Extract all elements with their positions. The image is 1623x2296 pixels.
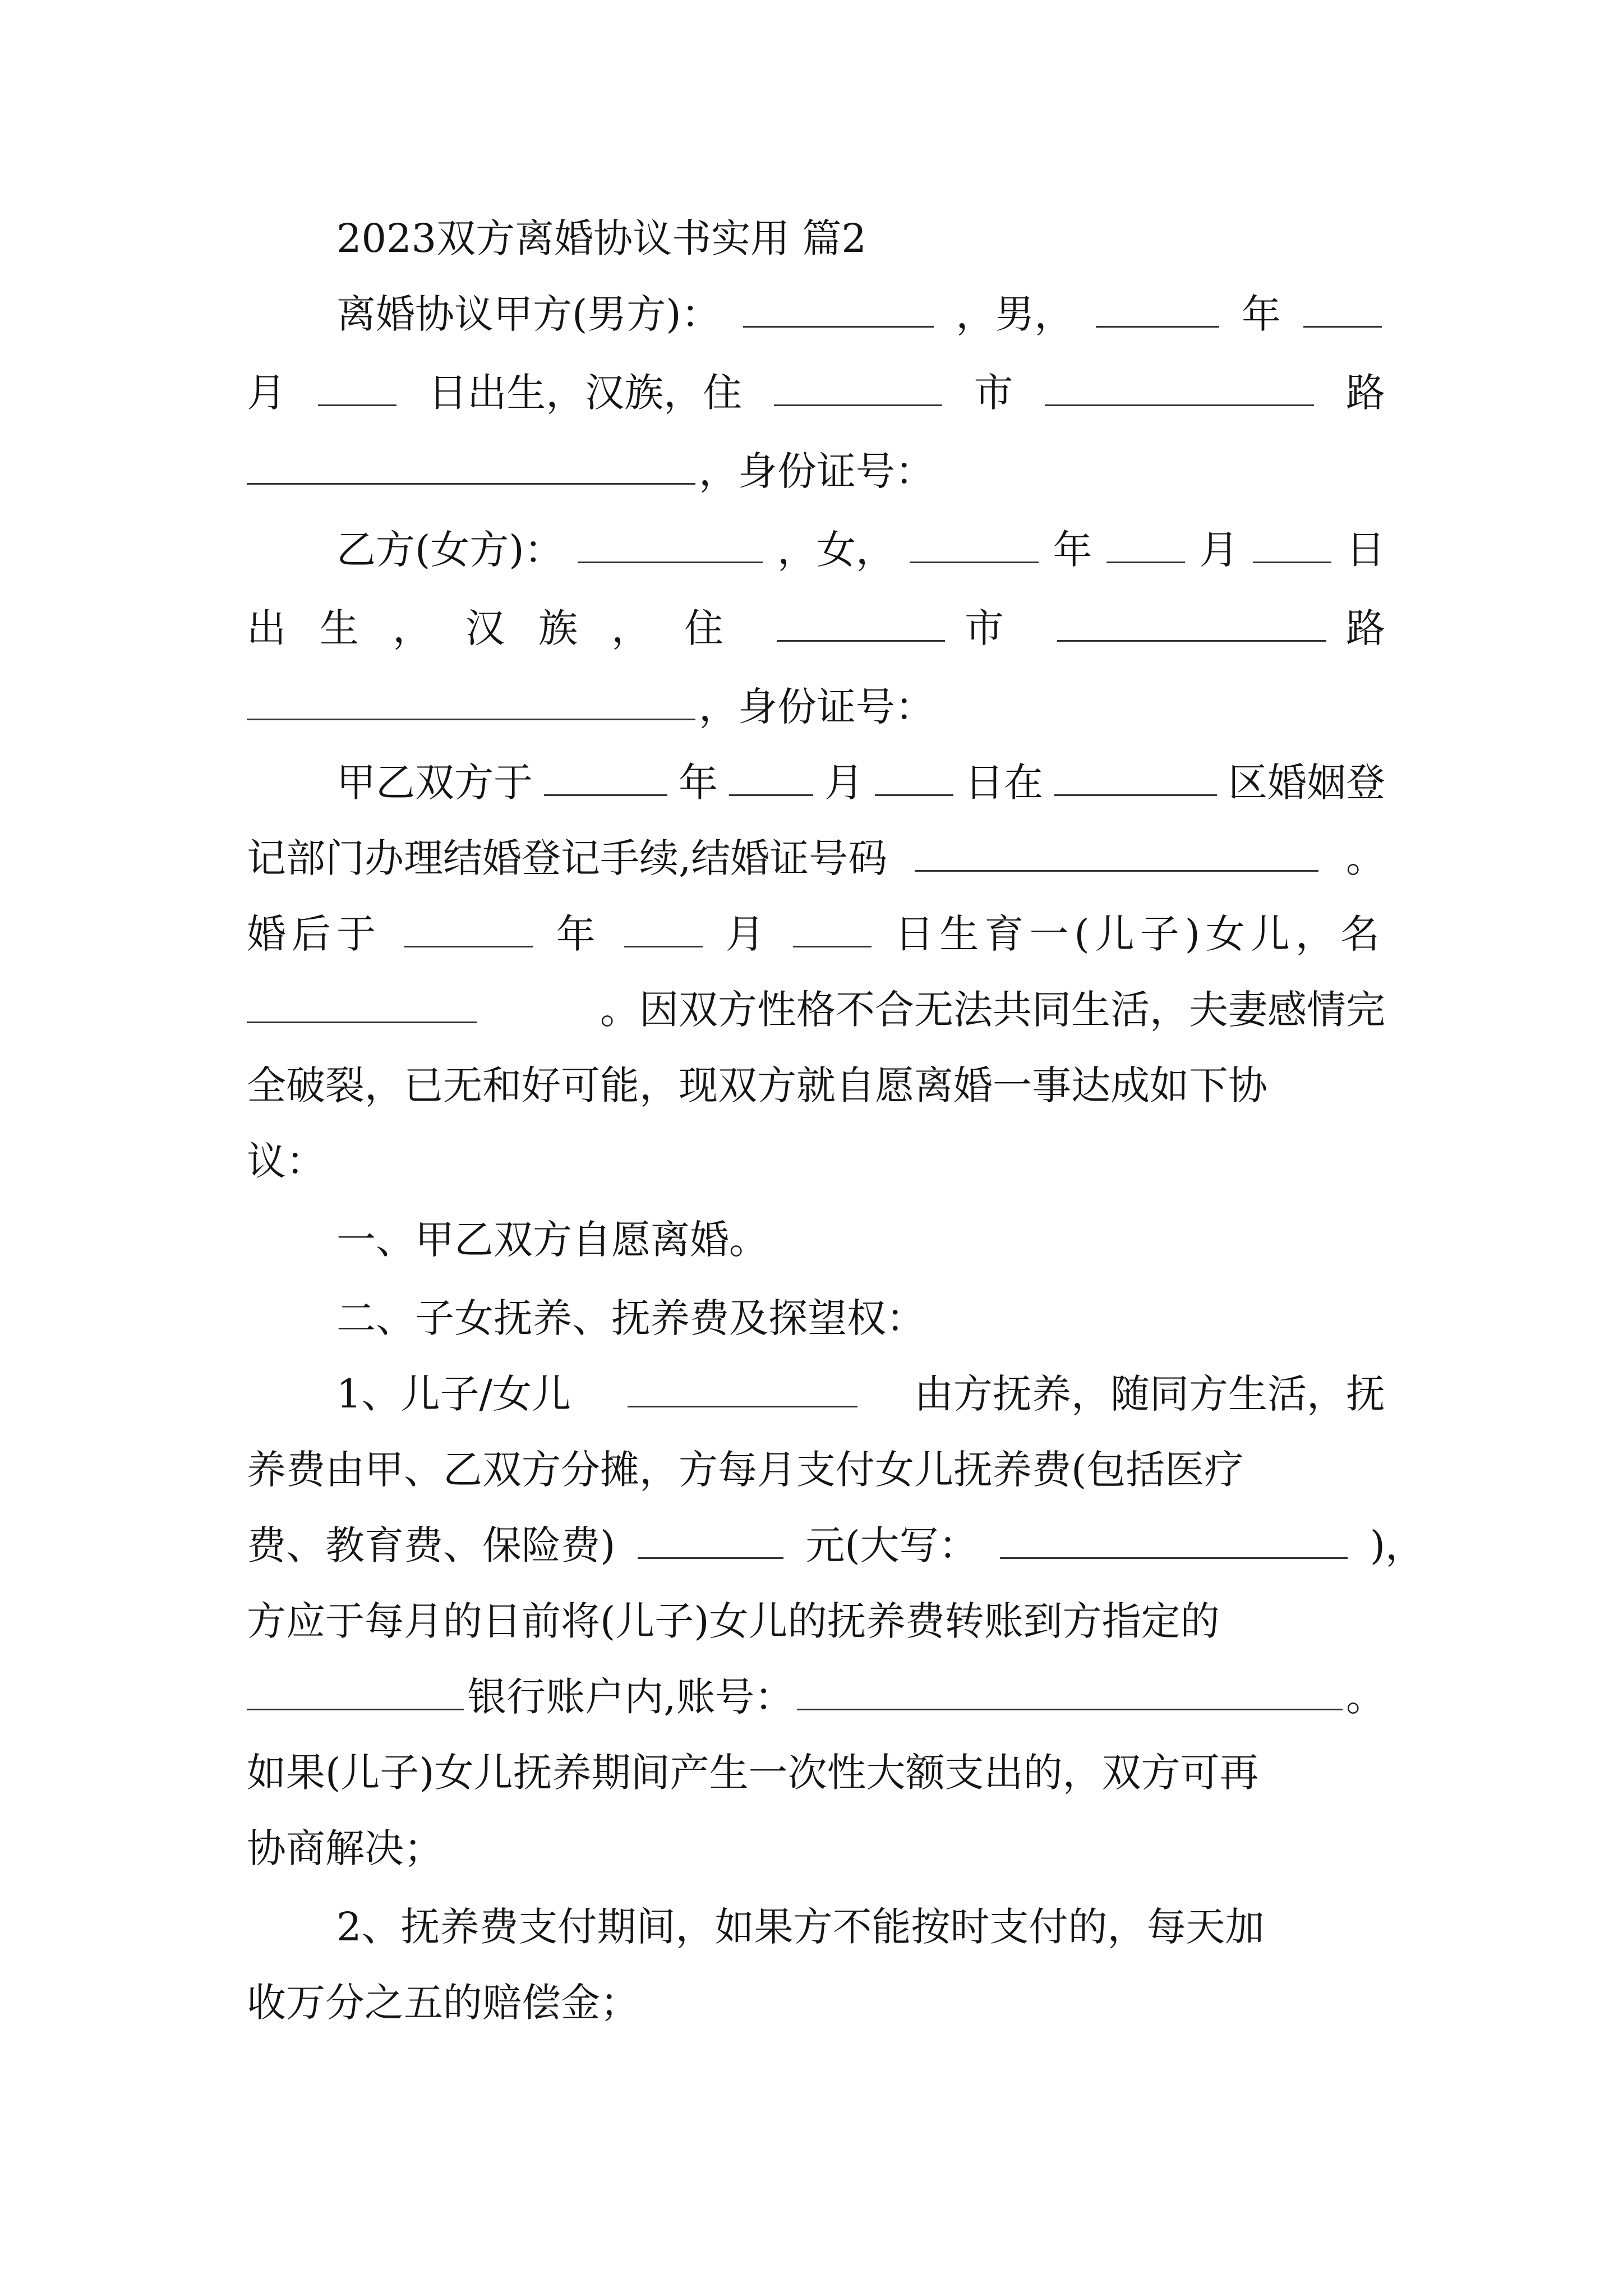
birth-day-blank	[318, 365, 396, 406]
road-blank	[1045, 365, 1314, 406]
address-blank	[247, 444, 695, 485]
support-amount-uppercase-blank	[1000, 1518, 1348, 1559]
party-a-name-blank	[743, 287, 934, 328]
marriage-line-6: 议：	[247, 1138, 325, 1184]
address-blank	[247, 679, 695, 720]
party-a-line-1: 离婚协议甲方(男方)： ，男， 年	[336, 286, 1385, 342]
district-blank	[1054, 755, 1217, 796]
marriage-line-1: 甲乙双方于 年 月 日在 区婚姻登	[336, 754, 1385, 811]
support-amount-blank	[638, 1518, 783, 1559]
subclause-1-line-5: 银行账户内,账号： 。	[247, 1669, 1385, 1725]
child-name-blank	[247, 982, 477, 1023]
marriage-day-blank	[875, 755, 953, 796]
subclause-1-line-4: 方应于每月的日前将(儿子)女儿的抚养费转账到方指定的	[247, 1598, 1220, 1644]
marriage-line-3: 婚后于 年 月 日生育一(儿子)女儿，名	[247, 906, 1385, 962]
birth-month-blank	[1106, 522, 1185, 563]
marriage-month-blank	[729, 755, 813, 796]
city-blank	[774, 365, 942, 406]
subclause-2-line-1: 2、抚养费支付期间，如果方不能按时支付的，每天加	[336, 1904, 1265, 1950]
party-b-line-2: 出生，汉族，住 市 路	[247, 600, 1385, 656]
document-title: 2023双方离婚协议书实用 篇2	[336, 215, 866, 261]
subclause-1-line-7: 协商解决；	[247, 1825, 443, 1871]
birth-year-blank	[910, 522, 1039, 563]
marriage-year-blank	[544, 755, 667, 796]
child-birth-month-blank	[624, 907, 703, 947]
certificate-number-blank	[915, 831, 1318, 872]
child-birth-year-blank	[404, 907, 533, 947]
subclause-1-line-3: 费、教育费、保险费) 元(大写： )，	[247, 1517, 1424, 1573]
birth-year-blank	[1096, 287, 1219, 328]
bank-name-blank	[247, 1669, 464, 1710]
party-a-line-2: 月 日出生，汉族，住 市 路	[247, 365, 1385, 421]
account-number-blank	[797, 1669, 1343, 1710]
subclause-1-line-6: 如果(儿子)女儿抚养期间产生一次性大额支出的，双方可再	[247, 1750, 1259, 1796]
party-b-name-blank	[578, 522, 763, 563]
party-b-line-3: ，身份证号：	[247, 679, 1385, 735]
road-blank	[1057, 601, 1326, 642]
marriage-line-5: 全破裂，已无和好可能，现双方就自愿离婚一事达成如下协	[247, 1062, 1267, 1108]
city-blank	[777, 601, 945, 642]
subclause-2-line-2: 收万分之五的赔偿金；	[247, 1980, 639, 2026]
party-b-line-1: 乙方(女方)： ，女， 年 月 日	[336, 522, 1385, 578]
child-birth-day-blank	[793, 907, 872, 947]
custody-child-blank	[628, 1366, 857, 1407]
subclause-1-line-2: 养费由甲、乙双方分摊，方每月支付女儿抚养费(包括医疗	[247, 1447, 1244, 1493]
marriage-line-2: 记部门办理结婚登记手续,结婚证号码 。	[247, 830, 1385, 886]
subclause-1-line-1: 1、儿子/女儿 由方抚养，随同方生活，抚	[336, 1366, 1385, 1422]
marriage-line-4: 。因双方性格不合无法共同生活，夫妻感情完	[247, 982, 1385, 1038]
clause-1: 一、甲乙双方自愿离婚。	[336, 1217, 768, 1263]
birth-month-blank	[1303, 287, 1382, 328]
party-a-line-3: ，身份证号：	[247, 443, 1385, 499]
clause-2-heading: 二、子女抚养、抚养费及探望权：	[336, 1295, 925, 1341]
birth-day-blank	[1253, 522, 1331, 563]
